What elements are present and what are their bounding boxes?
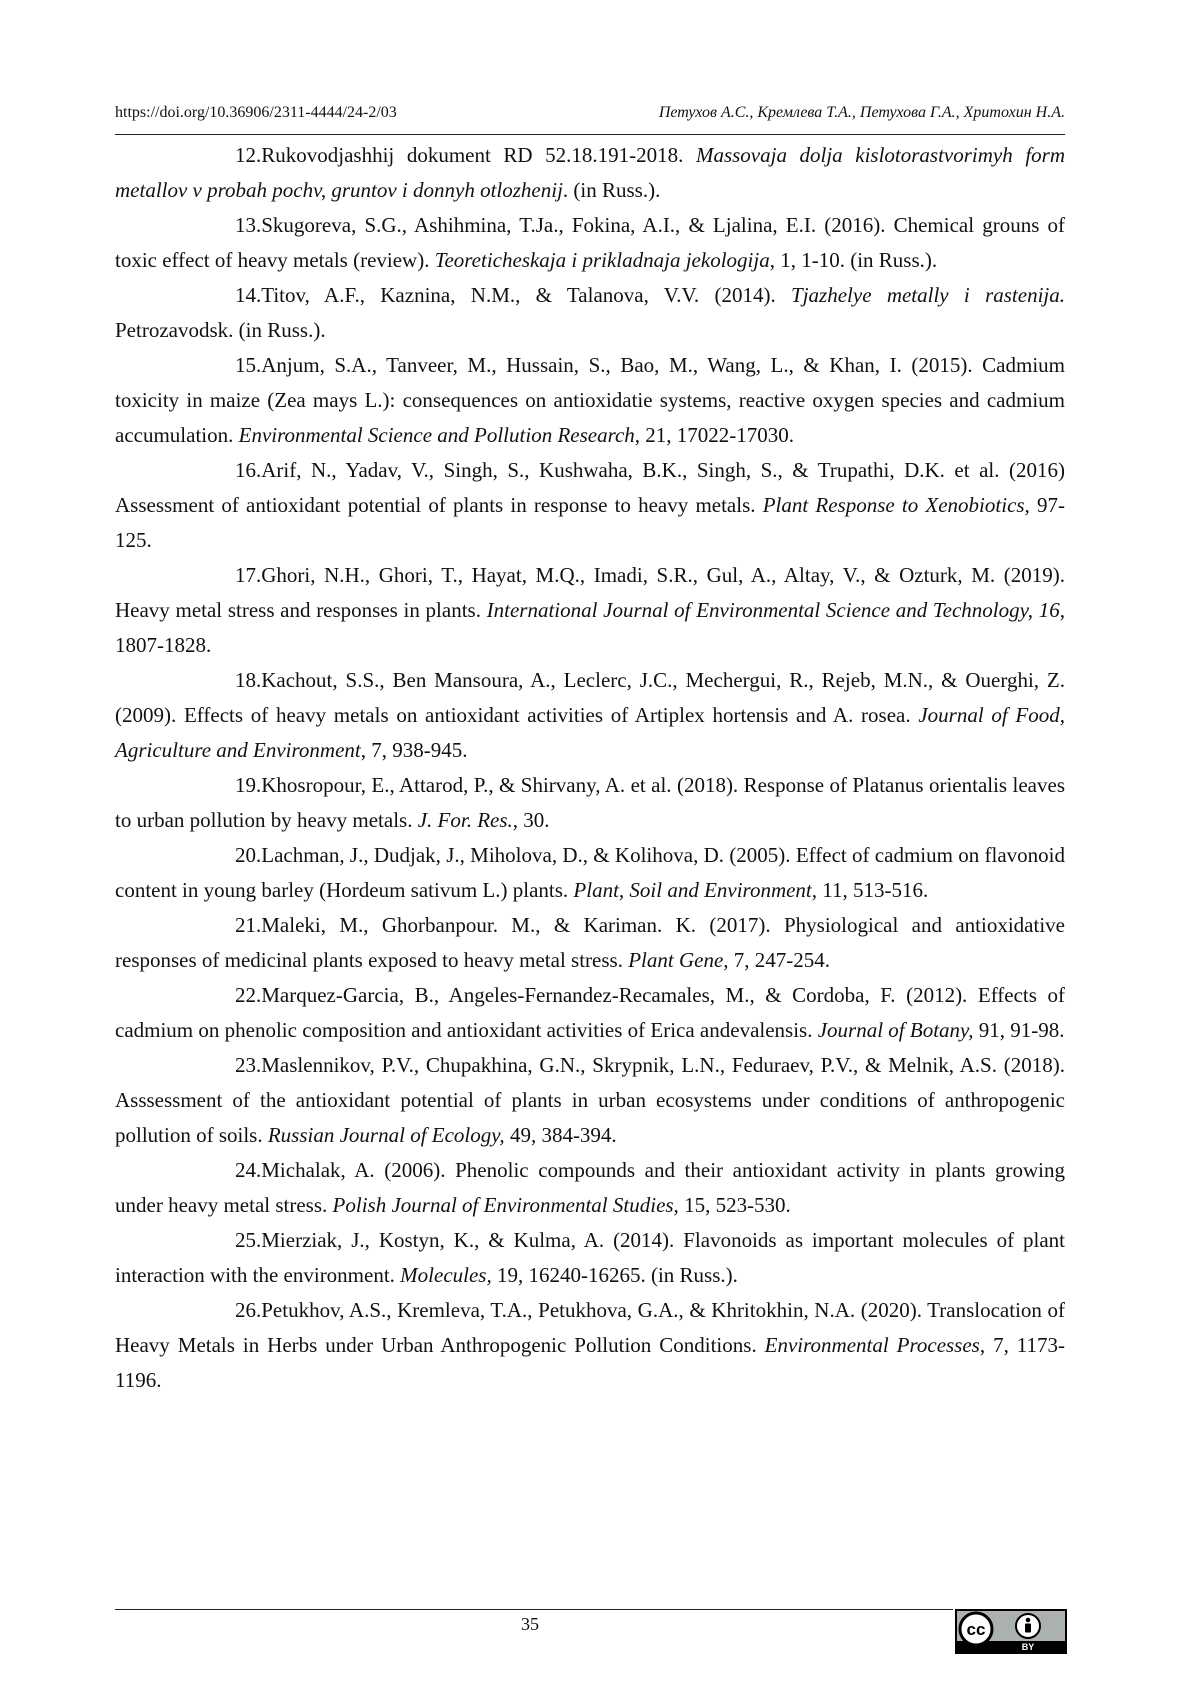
- reference-source: Journal of Botany,: [817, 1018, 974, 1042]
- reference-item: [115, 208, 1065, 278]
- reference-source: Tjazhelye metally i rastenija.: [791, 283, 1065, 307]
- reference-number: 17.: [235, 563, 262, 587]
- reference-number: 24.: [235, 1158, 262, 1182]
- reference-details: 97-125.: [115, 493, 1065, 552]
- reference-number: 21.: [235, 913, 262, 937]
- reference-number: 14.: [235, 283, 262, 307]
- svg-text:cc: cc: [966, 1620, 986, 1639]
- reference-text: Marquez-Garcia, B., Angeles-Fernandez-Recamales, M., & Cordoba, F. (2012). Effects of cadmium on phenolic composition and antioxidant activities of Erica andevalensis.: [115, 983, 1065, 1042]
- reference-details: , 1, 1-10. (in Russ.).: [769, 248, 938, 272]
- reference-details: , 7, 938-945.: [360, 738, 468, 762]
- doi-link[interactable]: https://doi.org/10.36906/2311-4444/24-2/03: [115, 104, 397, 121]
- reference-text: Titov, A.F., Kaznina, N.M., & Talanova, V.V. (2014).: [261, 283, 792, 307]
- reference-source: Environmental Processes: [764, 1333, 980, 1357]
- reference-text: Petukhov, A.S., Kremleva, T.A., Petukhova, G.A., & Khritokhin, N.A. (2020). Translocation of Heavy Metals in Herbs under Urban Anthropogenic Pollution Conditions.: [115, 1298, 1065, 1357]
- reference-source: Molecules,: [400, 1263, 492, 1287]
- page-number: 35: [521, 1614, 539, 1634]
- reference-number: 16.: [235, 458, 262, 482]
- reference-source: Polish Journal of Environmental Studies,: [332, 1193, 679, 1217]
- cc-by-icon[interactable]: [955, 1609, 1067, 1654]
- reference-details: . (in Russ.).: [562, 178, 661, 202]
- reference-source: Plant, Soil and Environment,: [573, 878, 818, 902]
- reference-source: Environmental Science and Pollution Research,: [238, 423, 641, 447]
- reference-source: Journal of Food, Agriculture and Environment: [115, 703, 1065, 762]
- reference-details: 11, 513-516.: [817, 878, 929, 902]
- reference-source: Plant Response to Xenobiotics,: [762, 493, 1030, 517]
- reference-details: 1807-1828.: [115, 633, 212, 657]
- reference-source: Plant Gene,: [628, 948, 729, 972]
- reference-number: 23.: [235, 1053, 262, 1077]
- reference-source: Russian Journal of Ecology,: [267, 1123, 505, 1147]
- reference-number: 22.: [235, 983, 262, 1007]
- reference-text: Mierziak, J., Kostyn, K., & Kulma, A. (2014). Flavonoids as important molecules of plant interaction with the environment.: [115, 1228, 1065, 1287]
- reference-text: Kachout, S.S., Ben Mansoura, A., Leclerc, J.C., Mechergui, R., Rejeb, M.N., & Ouerghi, Z. (2009). Effects of heavy metals on antioxidant activities of Artiplex hortensis and A. rosea.: [115, 668, 1065, 727]
- footer-divider: [115, 1609, 953, 1610]
- reference-number: 15.: [235, 353, 262, 377]
- reference-item: [115, 1048, 1065, 1153]
- reference-item: [115, 1223, 1065, 1293]
- reference-item: [115, 663, 1065, 768]
- reference-list: [115, 138, 1065, 1398]
- reference-text: Arif, N., Yadav, V., Singh, S., Kushwaha, B.K., Singh, S., & Trupathi, D.K. et al. (2016) Assessment of antioxidant potential of plants in response to heavy metals.: [115, 458, 1065, 517]
- reference-source: Massovaja dolja kislotorastvorimyh form metallov v probah pochv, gruntov i donnyh otlozhenij: [115, 143, 1065, 202]
- running-header: [115, 100, 1065, 135]
- reference-details: Petrozavodsk. (in Russ.).: [115, 318, 326, 342]
- reference-text: Michalak, A. (2006). Phenolic compounds and their antioxidant activity in plants growing under heavy metal stress.: [115, 1158, 1065, 1217]
- reference-item: [115, 908, 1065, 978]
- reference-item: [115, 768, 1065, 838]
- reference-number: 18.: [235, 668, 262, 692]
- license-badge-text: BY: [1021, 1642, 1035, 1652]
- reference-details: , 7, 1173-1196.: [115, 1333, 1065, 1392]
- reference-item: [115, 838, 1065, 908]
- reference-text: Maleki, M., Ghorbanpour. M., & Kariman. K. (2017). Physiological and antioxidative responses of medicinal plants exposed to heavy metal stress.: [115, 913, 1065, 972]
- reference-details: 15, 523-530.: [678, 1193, 791, 1217]
- reference-item: [115, 453, 1065, 558]
- reference-text: Khosropour, E., Attarod, P., & Shirvany, A. et al. (2018). Response of Platanus orientalis leaves to urban pollution by heavy metals.: [115, 773, 1065, 832]
- reference-number: 19.: [235, 773, 262, 797]
- reference-details: 91, 91-98.: [973, 1018, 1065, 1042]
- reference-details: 7, 247-254.: [728, 948, 831, 972]
- reference-details: 30.: [518, 808, 550, 832]
- reference-number: 13.: [235, 213, 262, 237]
- reference-details: 21, 17022-17030.: [640, 423, 795, 447]
- reference-item: [115, 138, 1065, 208]
- reference-text: Lachman, J., Dudjak, J., Miholova, D., & Kolihova, D. (2005). Effect of cadmium on flavonoid content in young barley (Hordeum sativum L.) plants.: [115, 843, 1065, 902]
- reference-item: [115, 348, 1065, 453]
- reference-text: Rukovodjashhij dokument RD 52.18.191-2018.: [261, 143, 696, 167]
- reference-text: Maslennikov, P.V., Chupakhina, G.N., Skrypnik, L.N., Feduraev, P.V., & Melnik, A.S. (2018). Asssessment of the antioxidant potential of plants in urban ecosystems under conditions of anthropogenic pollution of soils.: [115, 1053, 1065, 1147]
- reference-text: Anjum, S.A., Tanveer, M., Hussain, S., Bao, M., Wang, L., & Khan, I. (2015). Cadmium toxicity in maize (Zea mays L.): consequences on antioxidatie systems, reactive oxygen species and cadmium accumulation.: [115, 353, 1065, 447]
- reference-item: [115, 558, 1065, 663]
- reference-number: 25.: [235, 1228, 262, 1252]
- reference-item: [115, 278, 1065, 348]
- reference-source: International Journal of Environmental Science and Technology, 16,: [486, 598, 1065, 622]
- reference-text: Ghori, N.H., Ghori, T., Hayat, M.Q., Imadi, S.R., Gul, A., Altay, V., & Ozturk, M. (2019). Heavy metal stress and responses in plants.: [115, 563, 1065, 622]
- reference-details: 19, 16240-16265. (in Russ.).: [491, 1263, 738, 1287]
- reference-item: [115, 1293, 1065, 1398]
- reference-details: 49, 384-394.: [504, 1123, 617, 1147]
- reference-item: [115, 1153, 1065, 1223]
- reference-number: 26.: [235, 1298, 262, 1322]
- reference-item: [115, 978, 1065, 1048]
- reference-source: Teoreticheskaja i prikladnaja jekologija: [434, 248, 770, 272]
- header-authors: Петухов А.С., Кремлева Т.А., Петухова Г.А., Хритохин Н.А.: [658, 104, 1065, 121]
- reference-number: 20.: [235, 843, 262, 867]
- reference-source: J. For. Res.,: [417, 808, 519, 832]
- reference-text: Skugoreva, S.G., Ashihmina, T.Ja., Fokina, A.I., & Ljalina, E.I. (2016). Chemical grouns of toxic effect of heavy metals (review).: [115, 213, 1065, 272]
- reference-number: 12.: [235, 143, 262, 167]
